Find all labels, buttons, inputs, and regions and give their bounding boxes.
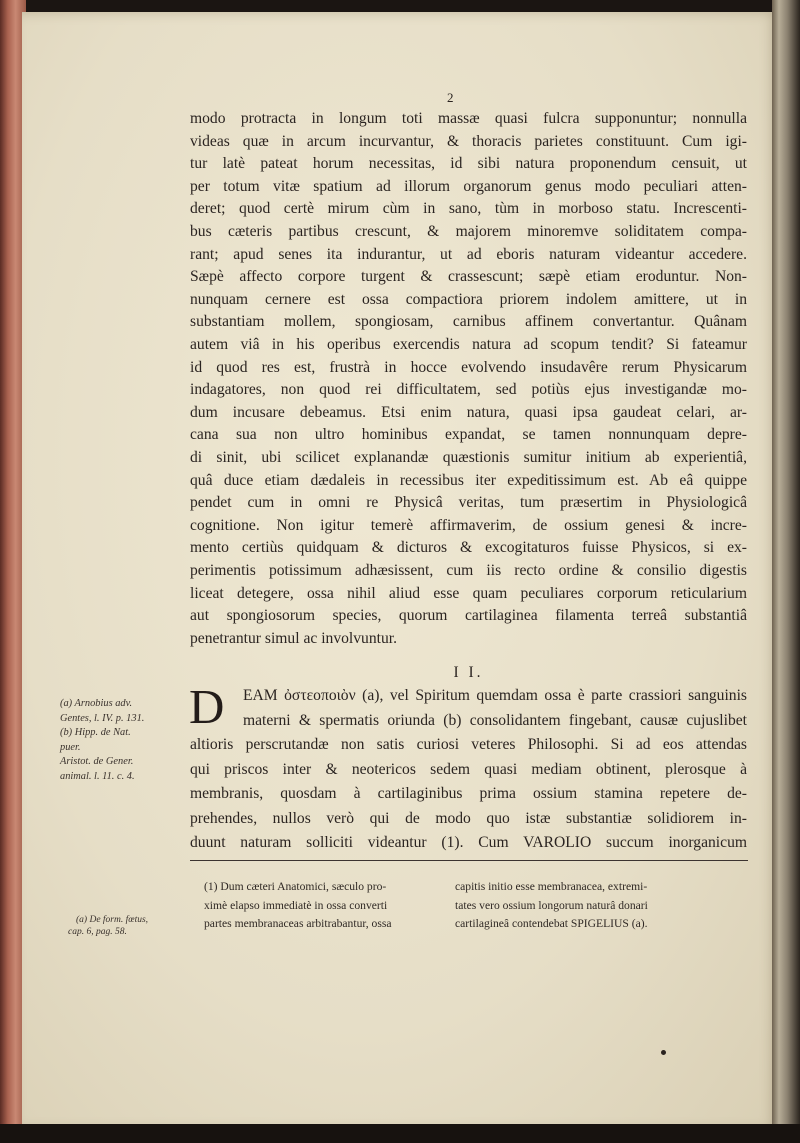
body-text-line: cana sua non ultro hominibus expandat, se tamen nonnunquam depre- bbox=[190, 426, 747, 444]
ink-spot bbox=[661, 1050, 666, 1055]
body-text-line: modo protracta in longum toti massæ quasi fulcra supponuntur; nonnulla bbox=[190, 110, 747, 127]
margin-note-line: Gentes, l. IV. p. 131. bbox=[60, 712, 145, 724]
margin-note-line: (b) Hipp. de Nat. bbox=[60, 727, 131, 739]
body-text-line: dum incusare debeamus. Etsi enim natura, quasi ipsa gaudeat celari, ar- bbox=[190, 403, 747, 421]
section-text-line: membranis, quosdam à cartilaginibus prima ossium stamina repetere de- bbox=[190, 785, 747, 802]
body-text-line: cognitione. Non igitur temerè affirmaverim, de ossium genesi & incre- bbox=[190, 516, 747, 534]
section-text-line: qui priscos inter & neotericos sedem quasi mediam obtinent, plerosque à bbox=[190, 760, 747, 778]
body-text-line: perimentis potissimum adhæsissent, cum iis recto ordine & consilio digestis bbox=[190, 562, 747, 579]
body-text-line: penetrantur simul ac involvuntur. bbox=[190, 629, 398, 647]
section-text-line: prehendes, nullos verò qui de modo quo istæ substantiæ solidiorem in- bbox=[190, 809, 747, 827]
body-text-line: mento certiùs quidquam & dicturos & excogitaturos fuisse Physicos, si ex- bbox=[190, 539, 747, 557]
body-text-line: id quod res est, frustrà in hocce evolvendo insudavêre rerum Physicarum bbox=[190, 358, 747, 376]
section-heading: I I. bbox=[453, 664, 484, 681]
footnote-line: tates vero ossium longorum naturâ donari bbox=[455, 898, 648, 912]
body-text-line: nunquam cernere est ossa compactiora priorem indolem amittere, ut in bbox=[190, 290, 747, 308]
footnote-margin-line: cap. 6, pag. 58. bbox=[68, 927, 127, 937]
page-stack-edge bbox=[772, 0, 800, 1143]
section-text-line: altioris perscrutandæ non satis curiosi veteres Philosophi. Si ad eos attendas bbox=[190, 736, 747, 753]
body-text-line: substantiam mollem, spongiosam, carnibus affinem convertantur. Quânam bbox=[190, 313, 747, 331]
drop-cap: D bbox=[189, 679, 225, 734]
body-text-line: autem viâ in his operibus exercendis natura ad scopum tendit? Si fateamur bbox=[190, 336, 747, 353]
margin-note-line: (a) Arnobius adv. bbox=[60, 698, 133, 709]
body-text-line: quâ duce etiam dædaleis in recessibus iter expeditissimum est. Ab eâ quippe bbox=[190, 471, 747, 489]
body-text-line: liceat detegere, ossa nihil aliud esse quam peculiares corporum reticularium bbox=[190, 584, 747, 602]
footnote-line: cartilagineâ contendebat SPIGELIUS (a). bbox=[455, 917, 648, 930]
footnote-line: capitis initio esse membranacea, extremi- bbox=[455, 880, 648, 893]
body-text-line: rant; apud senes ita indurantur, ut ad eboris naturam videantur accedere. bbox=[190, 245, 747, 263]
section-text-line: materni & spermatis oriunda (b) consolidantem fingebant, causæ cujuslibet bbox=[243, 711, 747, 729]
body-text-line: bus cæteris partibus crescunt, & majorem minoremve soliditatem compa- bbox=[190, 223, 747, 240]
body-text-line: pendet cum in omni re Physicâ veritas, tum præsertim in Physiologicâ bbox=[190, 494, 747, 512]
body-text-line: Sæpè affecto corpore turgent & crassescunt; sæpè etiam eroduntur. Non- bbox=[190, 268, 747, 286]
body-text-line: per totum vitæ spatium ad illorum organorum genus modo peculiari atten- bbox=[190, 177, 747, 195]
footnote-rule bbox=[190, 860, 748, 861]
margin-note-line: puer. bbox=[60, 741, 81, 753]
margin-note-line: Aristot. de Gener. bbox=[60, 756, 134, 768]
margin-note-line: animal. l. 11. c. 4. bbox=[60, 771, 135, 782]
body-text-line: videas quæ in arcum incurvantur, & thoracis parietes constituunt. Cum igi- bbox=[190, 132, 747, 150]
page-number: 2 bbox=[447, 90, 454, 105]
section-text-line: EAM ὀστεοποιὸν (a), vel Spiritum quemdam ossa è parte crassiori sanguinis bbox=[243, 687, 747, 704]
bottom-shadow bbox=[0, 1124, 800, 1143]
footnote-margin-line: (a) De form. fœtus, bbox=[76, 915, 149, 925]
body-text-line: indagatores, non quod rei difficultatem, sed potiùs ejus investigandæ mo- bbox=[190, 381, 747, 399]
footnote-line: partes membranaceas arbitrabantur, ossa bbox=[204, 917, 392, 930]
body-text-line: aut spongiosorum species, quorum cartilaginea filamenta terreâ substantiâ bbox=[190, 607, 747, 625]
footnote-line: (1) Dum cæteri Anatomici, sæculo pro- bbox=[204, 880, 387, 893]
body-text-line: di sinit, ubi scilicet explanandæ quæstionis sumitur initium ab experientiâ, bbox=[190, 449, 747, 466]
section-text-line: duunt naturam solliciti videantur (1). Cum VAROLIO succum inorganicum bbox=[190, 834, 747, 851]
body-text-line: deret; quod certè mirum cùm in sano, tùm in morboso statu. Increscenti- bbox=[190, 200, 747, 218]
body-text-line: tur latè pateat horum necessitas, id sibi natura proponendum censuit, ut bbox=[190, 155, 747, 173]
footnote-line: ximè elapso immediatè in ossa converti bbox=[204, 898, 388, 912]
